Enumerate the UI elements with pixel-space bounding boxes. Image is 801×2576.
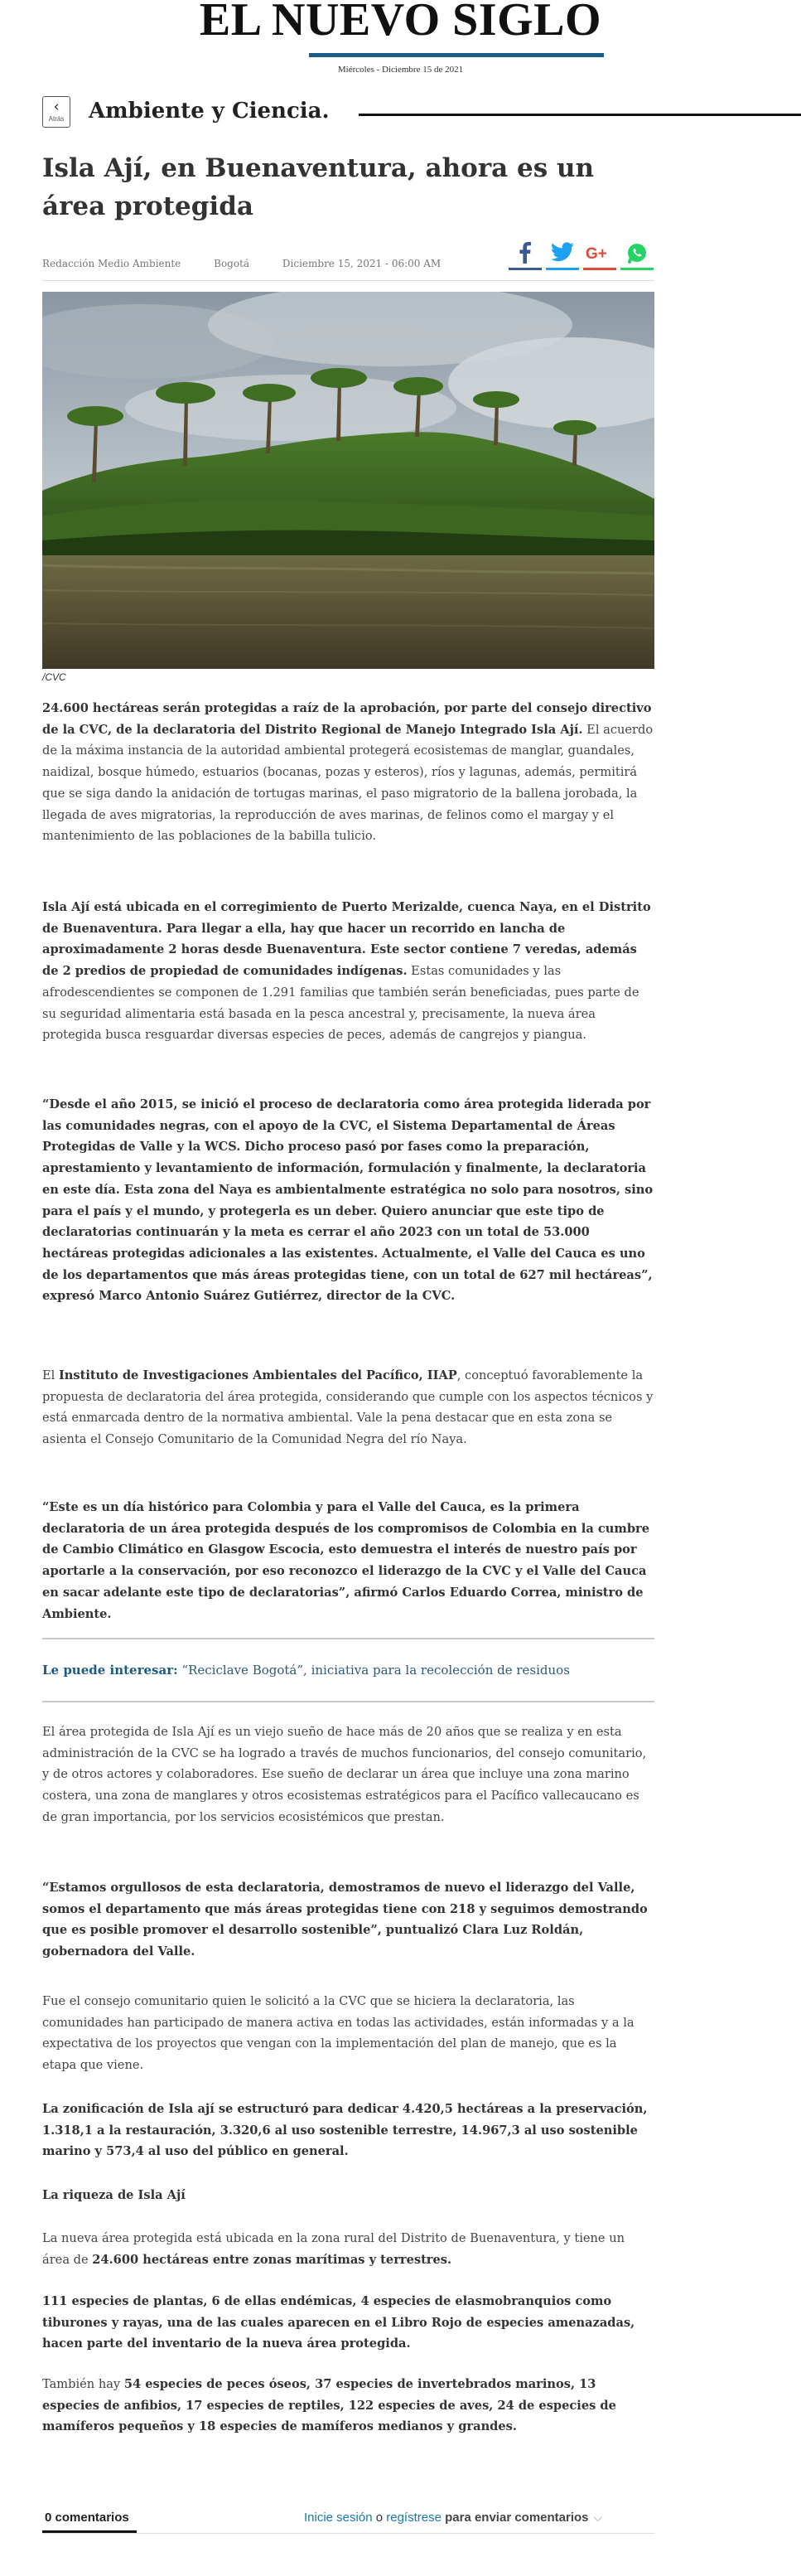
logo-underline	[309, 53, 604, 57]
comments-bar	[42, 2503, 654, 2536]
related-article	[42, 1659, 654, 1681]
paragraph-4	[42, 1365, 654, 1450]
paragraph-10-bold: 24.600 hectáreas entre zonas marítimas y terrestres.	[92, 2252, 452, 2267]
register-link[interactable]: regístrese	[386, 2511, 442, 2525]
paragraph-12-pre: También hay	[42, 2377, 124, 2391]
interest-bottom-divider	[42, 1701, 654, 1702]
subheading-text: La riqueza de Isla Ají	[42, 2188, 186, 2202]
paragraph-6-text: El área protegida de Isla Ají es un viejo sueño de hace más de 20 años que se realiza y en esta administración de la CVC se ha logrado a través de muchos funcionarios, del consejo comunitario, y de otros actores y colaboradores. Ese sueño de declarar un área que incluye una zona marino costera, una zona de manglares y otros ecosistemas estratégicos para el Pacífico vallecaucano es de gran importancia, por los servicios ecosistémicos que prestan.	[42, 1725, 647, 1824]
paragraph-5-quote	[42, 1497, 654, 1625]
article-author: Redacción Medio Ambiente	[42, 258, 181, 269]
institute-name: Instituto de Investigaciones Ambientales del Pacífico, IIAP	[58, 1368, 457, 1382]
paragraph-12	[42, 2374, 654, 2438]
twitter-share-button[interactable]	[546, 237, 579, 270]
island-mangrove-photo	[42, 292, 654, 669]
paragraph-1-lead: 24.600 hectáreas serán protegidas a raíz de la aprobación, por parte del consejo directivo de la CVC, de la declaratoria del Distrito Regional de Manejo Integrado Isla Ají.	[42, 701, 652, 737]
whatsapp-icon	[626, 242, 648, 264]
site-logo[interactable]: EL NUEVO SIGLO	[199, 0, 602, 46]
paragraph-10	[42, 2228, 654, 2270]
chevron-down-icon[interactable]: ⌵	[593, 2511, 603, 2525]
interest-top-divider	[42, 1638, 654, 1639]
paragraph-2-text: Estas comunidades y las afrodescendientes se componen de 1.291 familias que también serán beneficiadas, pues parte de su seguridad alimentaria está basada en la pesca ancestral y, precisamente, la nueva área protegida busca resguardar diversas especies de peces, además de cangrejos y piangua.	[42, 964, 639, 1043]
paragraph-12-bold: 54 especies de peces óseos, 37 especies de invertebrados marinos, 13 especies de anfibios, 17 especies de reptiles, 122 especies de aves, 24 de especies de mamíferos pequeños y 18 especies de mamíferos medianos y grandes.	[42, 2377, 616, 2434]
subheading	[42, 2185, 654, 2206]
paragraph-9-text: La zonificación de Isla ají se estructuró para dedicar 4.420,5 hectáreas a la preservación, 1.318,1 a la restauración, 3.320,6 al uso sostenible terrestre, 14.967,3 al uso sostenible marino y 573,4 al uso del público en general.	[42, 2102, 648, 2159]
paragraph-5-text: “Este es un día histórico para Colombia y para el Valle del Cauca, es la primera declaratoria de un área protegida después de los compromisos de Colombia en la cumbre de Cambio Climático en Glasgow Escocia, esto demuestra el interés de nuestro país por aportarle a la conservación, por eso reconozco el liderazgo de la CVC y el Valle del Cauca en sacar adelante este tipo de declaratorias”, afirmó Carlos Eduardo Correa, ministro de Ambiente.	[42, 1500, 650, 1621]
paragraph-7-text: “Estamos orgullosos de esta declaratoria, demostramos de nuevo el liderazgo del Valle, somos el departamento que más áreas protegidas tiene con 218 y seguimos demostrando que es posible promover el desarrollo sostenible”, puntualizó Clara Luz Roldán, gobernadora del Valle.	[42, 1881, 648, 1959]
article-location: Bogotá	[214, 258, 250, 269]
back-button[interactable]	[42, 96, 70, 128]
masthead	[0, 0, 801, 83]
chevron-left-icon: ‹	[53, 99, 60, 115]
paragraph-4-pre: El	[42, 1368, 59, 1382]
section-title[interactable]: Ambiente y Ciencia.	[89, 99, 330, 123]
article-datetime: Diciembre 15, 2021 - 06:00 AM	[282, 258, 442, 269]
article-meta	[42, 258, 470, 269]
whatsapp-share-button[interactable]	[620, 237, 654, 270]
back-label: Atrás	[48, 115, 65, 123]
meta-divider	[42, 280, 654, 281]
related-label: Le puede interesar:	[42, 1663, 178, 1678]
related-article-link[interactable]: “Reciclave Bogotá”, iniciativa para la recolección de residuos	[177, 1663, 570, 1678]
comments-login-prompt	[304, 2511, 602, 2525]
login-link[interactable]: Inicie sesión	[304, 2511, 373, 2525]
comments-divider	[42, 2533, 654, 2534]
comments-count[interactable]: 0 comentarios	[45, 2511, 129, 2525]
facebook-icon	[519, 242, 531, 264]
paragraph-1	[42, 698, 654, 847]
paragraph-2	[42, 897, 654, 1046]
section-divider	[359, 114, 801, 116]
paragraph-11	[42, 2291, 654, 2355]
paragraph-3-quote	[42, 1094, 654, 1307]
google-plus-share-button[interactable]	[583, 237, 616, 270]
paragraph-7-quote	[42, 1877, 654, 1963]
share-bar	[509, 237, 654, 272]
paragraph-11-text: 111 especies de plantas, 6 de ellas endémicas, 4 especies de elasmobranquios como tiburones y rayas, una de las cuales aparecen en el Libro Rojo de especies amenazadas, hacen parte del inventario de la nueva área protegida.	[42, 2294, 635, 2351]
paragraph-9	[42, 2099, 654, 2162]
twitter-icon	[551, 242, 574, 262]
paragraph-2-lead: Isla Ají está ubicada en el corregimiento de Puerto Merizalde, cuenca Naya, en el Distrito de Buenaventura. Para llegar a ella, hay que hacer un recorrido en lancha de aproximadamente 2 horas desde Buenaventura. Este sector contiene 7 veredas, además de 2 predios de propiedad de comunidades indígenas.	[42, 900, 651, 979]
paragraph-6	[42, 1721, 654, 1828]
edition-date: Miércoles - Diciembre 15 de 2021	[337, 65, 464, 75]
photo-credit: /CVC	[42, 671, 66, 683]
paragraph-8	[42, 1991, 654, 2076]
section-bar	[0, 91, 801, 133]
paragraph-10-pre: La nueva área protegida está ubicada en la zona rural del Distrito de Buenaventura, y tiene un área de	[42, 2231, 625, 2267]
article-headline: Isla Ají, en Buenaventura, ahora es un área protegida	[42, 153, 595, 221]
comments-tab-indicator	[42, 2530, 137, 2533]
paragraph-8-text: Fue el consejo comunitario quien le solicitó a la CVC que se hiciera la declaratoria, las comunidades han participado de manera activa en todas las actividades, están informadas y a la expectativa de los proyectos que vengan con la implementación del plan de manejo, que es la etapa que viene.	[42, 1994, 635, 2073]
paragraph-1-text: El acuerdo de la máxima instancia de la autoridad ambiental protegerá ecosistemas de manglar, guandales, naidizal, bosque húmedo, estuarios (bocanas, pozas y esteros), ríos y lagunas, además, permitirá que se siga dando la anidación de tortugas marinas, el paso migratorio de la ballena jorobada, la llegada de aves migratorias, la reproducción de aves marinas, de felinos como el margay y el mantenimiento de las poblaciones de la babilla tulicio.	[42, 722, 654, 844]
svg-text:G+: G+	[586, 245, 607, 263]
facebook-share-button[interactable]	[509, 237, 542, 270]
or-text: o	[372, 2511, 387, 2525]
paragraph-4-text: , conceptuó favorablemente la propuesta de declaratoria del área protegida, considerando que cumple con los aspectos técnicos y está enmarcada dentro de la normativa ambiental. Vale la pena destacar que en esta zona se asienta el Consejo Comunitario de la Comunidad Negra del río Naya.	[42, 1368, 654, 1447]
article-photo	[42, 292, 654, 669]
google-plus-icon	[586, 242, 614, 264]
comments-suffix: para enviar comentarios	[441, 2511, 589, 2525]
paragraph-3-text: “Desde el año 2015, se inició el proceso de declaratoria como área protegida liderada por las comunidades negras, con el apoyo de la CVC, el Sistema Departamental de Áreas Protegidas de Valle y la WCS. Dicho proceso pasó por fases como la preparación, aprestamiento y levantamiento de información, formulación y finalmente, la declaratoria en este día. Esta zona del Naya es ambientalmente estratégica no solo para nosotros, sino para el país y el mundo, y protegerla es un deber. Quiero anunciar que este tipo de declaratorias continuarán y la meta es cerrar el año 2023 con un total de 53.000 hectáreas protegidas adicionales a las existentes. Actualmente, el Valle del Cauca es uno de los departamentos que más áreas protegidas tiene, con un total de 627 mil hectáreas”, expresó Marco Antonio Suárez Gutiérrez, director de la CVC.	[42, 1097, 654, 1304]
